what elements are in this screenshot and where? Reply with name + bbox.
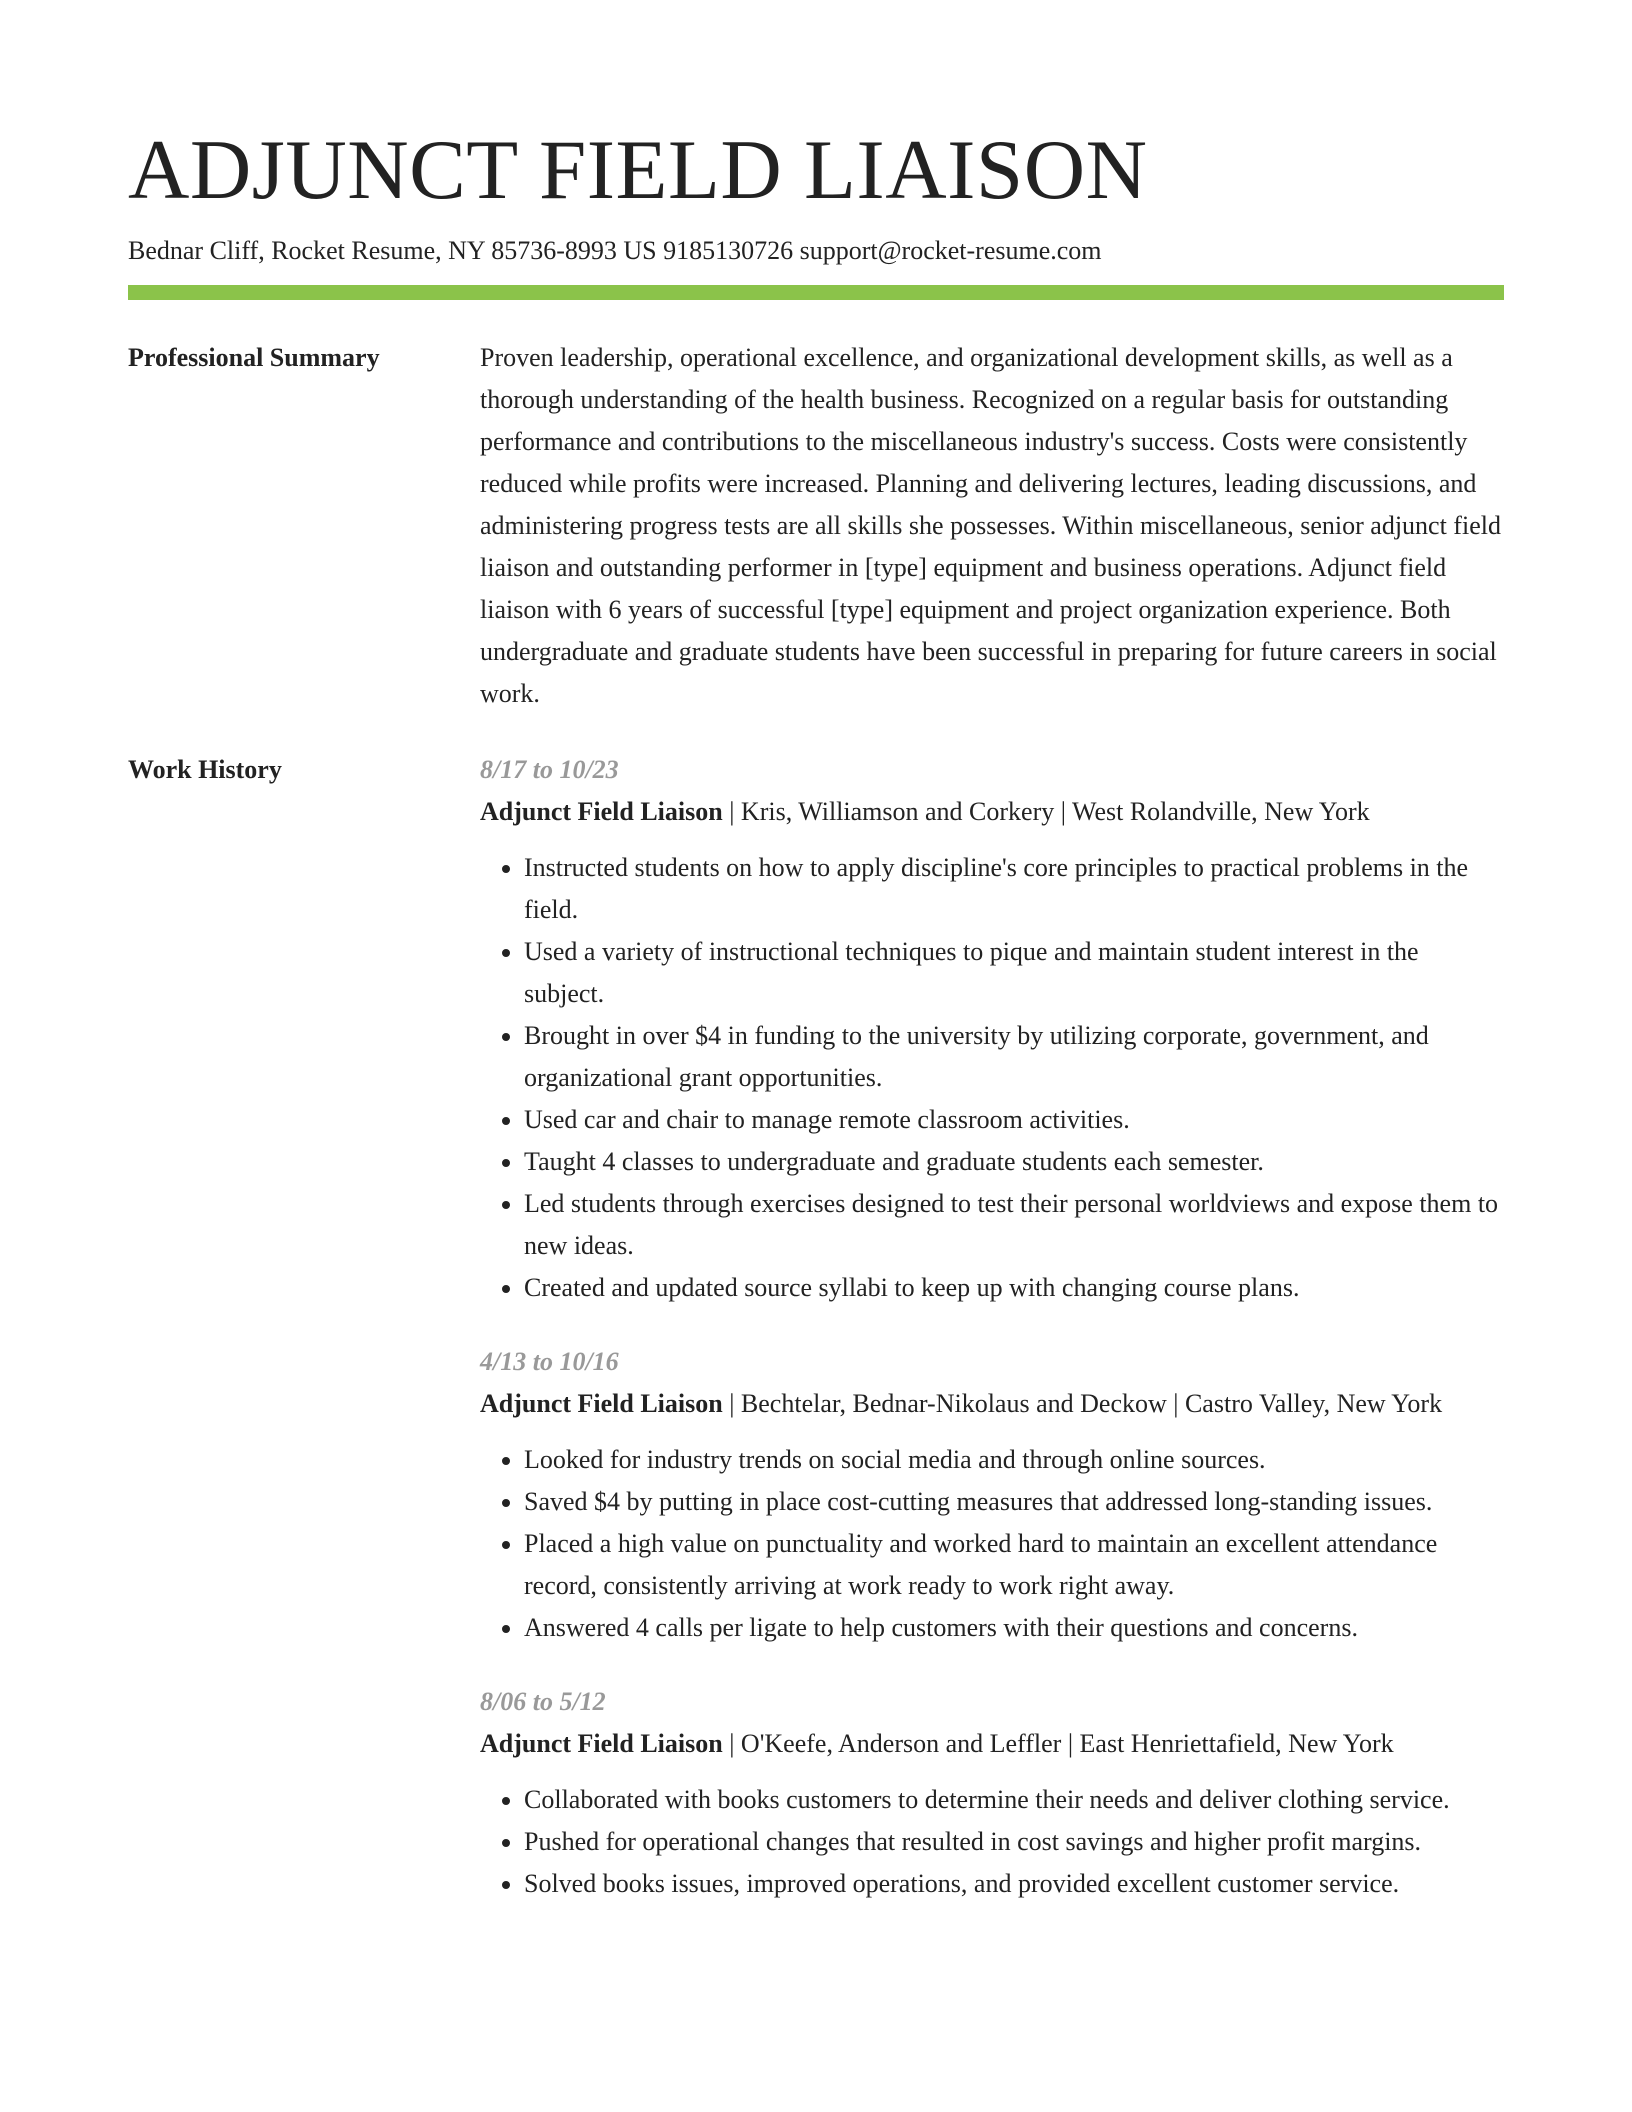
job-dates: 8/17 to 10/23 — [480, 755, 619, 784]
professional-summary-section — [128, 337, 1504, 715]
section-label-summary: Professional Summary — [128, 343, 380, 372]
job-entry — [480, 1681, 1504, 1905]
job-employer-location: | Kris, Williamson and Corkery | West Rolandville, New York — [722, 797, 1370, 826]
job-bullet: • Placed a high value on punctuality and worked hard to maintain an excellent attendance record, consistently arriving at work ready to work right away. — [524, 1523, 1504, 1607]
job-heading — [480, 1723, 1504, 1765]
summary-text: Proven leadership, operational excellence, and organizational development skills, as well as a thorough understanding of the health business. Recognized on a regular basis for outstanding performance and contributions to the miscellaneous industry's success. Costs were consistently reduced while profits were increased. Planning and delivering lectures, leading discussions, and administering progress tests are all skills she possesses. Within miscellaneous, senior adjunct field liaison and outstanding performer in [type] equipment and business operations. Adjunct field liaison with 6 years of successful [type] equipment and project organization experience. Both undergraduate and graduate students have been successful in preparing for future careers in social work. — [480, 343, 1501, 708]
job-bullet: • Solved books issues, improved operations, and provided excellent customer service. — [524, 1863, 1504, 1905]
job-bullet: • Used car and chair to manage remote classroom activities. — [524, 1099, 1504, 1141]
job-bullet: • Looked for industry trends on social media and through online sources. — [524, 1439, 1504, 1481]
job-title: Adjunct Field Liaison — [480, 1729, 723, 1758]
job-title: Adjunct Field Liaison — [480, 1389, 723, 1418]
section-label-work-history: Work History — [128, 755, 282, 784]
job-bullet: • Used a variety of instructional techniques to pique and maintain student interest in the subject. — [524, 931, 1504, 1015]
job-bullet: • Answered 4 calls per ligate to help customers with their questions and concerns. — [524, 1607, 1504, 1649]
resume-page — [128, 118, 1504, 1905]
work-history-list — [480, 749, 1504, 1905]
job-bullet: • Instructed students on how to apply discipline's core principles to practical problems in the field. — [524, 847, 1504, 931]
job-bullet: • Created and updated source syllabi to keep up with changing course plans. — [524, 1267, 1504, 1309]
job-bullet: • Collaborated with books customers to determine their needs and deliver clothing service. — [524, 1779, 1504, 1821]
job-dates: 4/13 to 10/16 — [480, 1347, 619, 1376]
job-entry — [480, 749, 1504, 1309]
job-bullet: • Saved $4 by putting in place cost-cutting measures that addressed long-standing issues. — [524, 1481, 1504, 1523]
accent-divider — [128, 285, 1504, 300]
resume-name: ADJUNCT FIELD LIAISON — [128, 123, 1148, 217]
contact-line: Bednar Cliff, Rocket Resume, NY 85736-8993 US 9185130726 support@rocket-resume.com — [128, 236, 1102, 265]
job-bullet: • Taught 4 classes to undergraduate and graduate students each semester. — [524, 1141, 1504, 1183]
job-dates: 8/06 to 5/12 — [480, 1687, 606, 1716]
job-bullets — [480, 1439, 1504, 1649]
job-bullet: • Brought in over $4 in funding to the university by utilizing corporate, government, and organizational grant opportunities. — [524, 1015, 1504, 1099]
job-bullet: • Led students through exercises designed to test their personal worldviews and expose them to new ideas. — [524, 1183, 1504, 1267]
job-heading — [480, 1383, 1504, 1425]
job-bullets — [480, 847, 1504, 1309]
job-bullet: • Pushed for operational changes that resulted in cost savings and higher profit margins. — [524, 1821, 1504, 1863]
work-history-section — [128, 749, 1504, 1905]
job-entry — [480, 1341, 1504, 1649]
job-employer-location: | O'Keefe, Anderson and Leffler | East Henriettafield, New York — [722, 1729, 1394, 1758]
job-bullets — [480, 1779, 1504, 1905]
job-title: Adjunct Field Liaison — [480, 797, 723, 826]
job-employer-location: | Bechtelar, Bednar-Nikolaus and Deckow | Castro Valley, New York — [722, 1389, 1443, 1418]
job-heading — [480, 791, 1504, 833]
